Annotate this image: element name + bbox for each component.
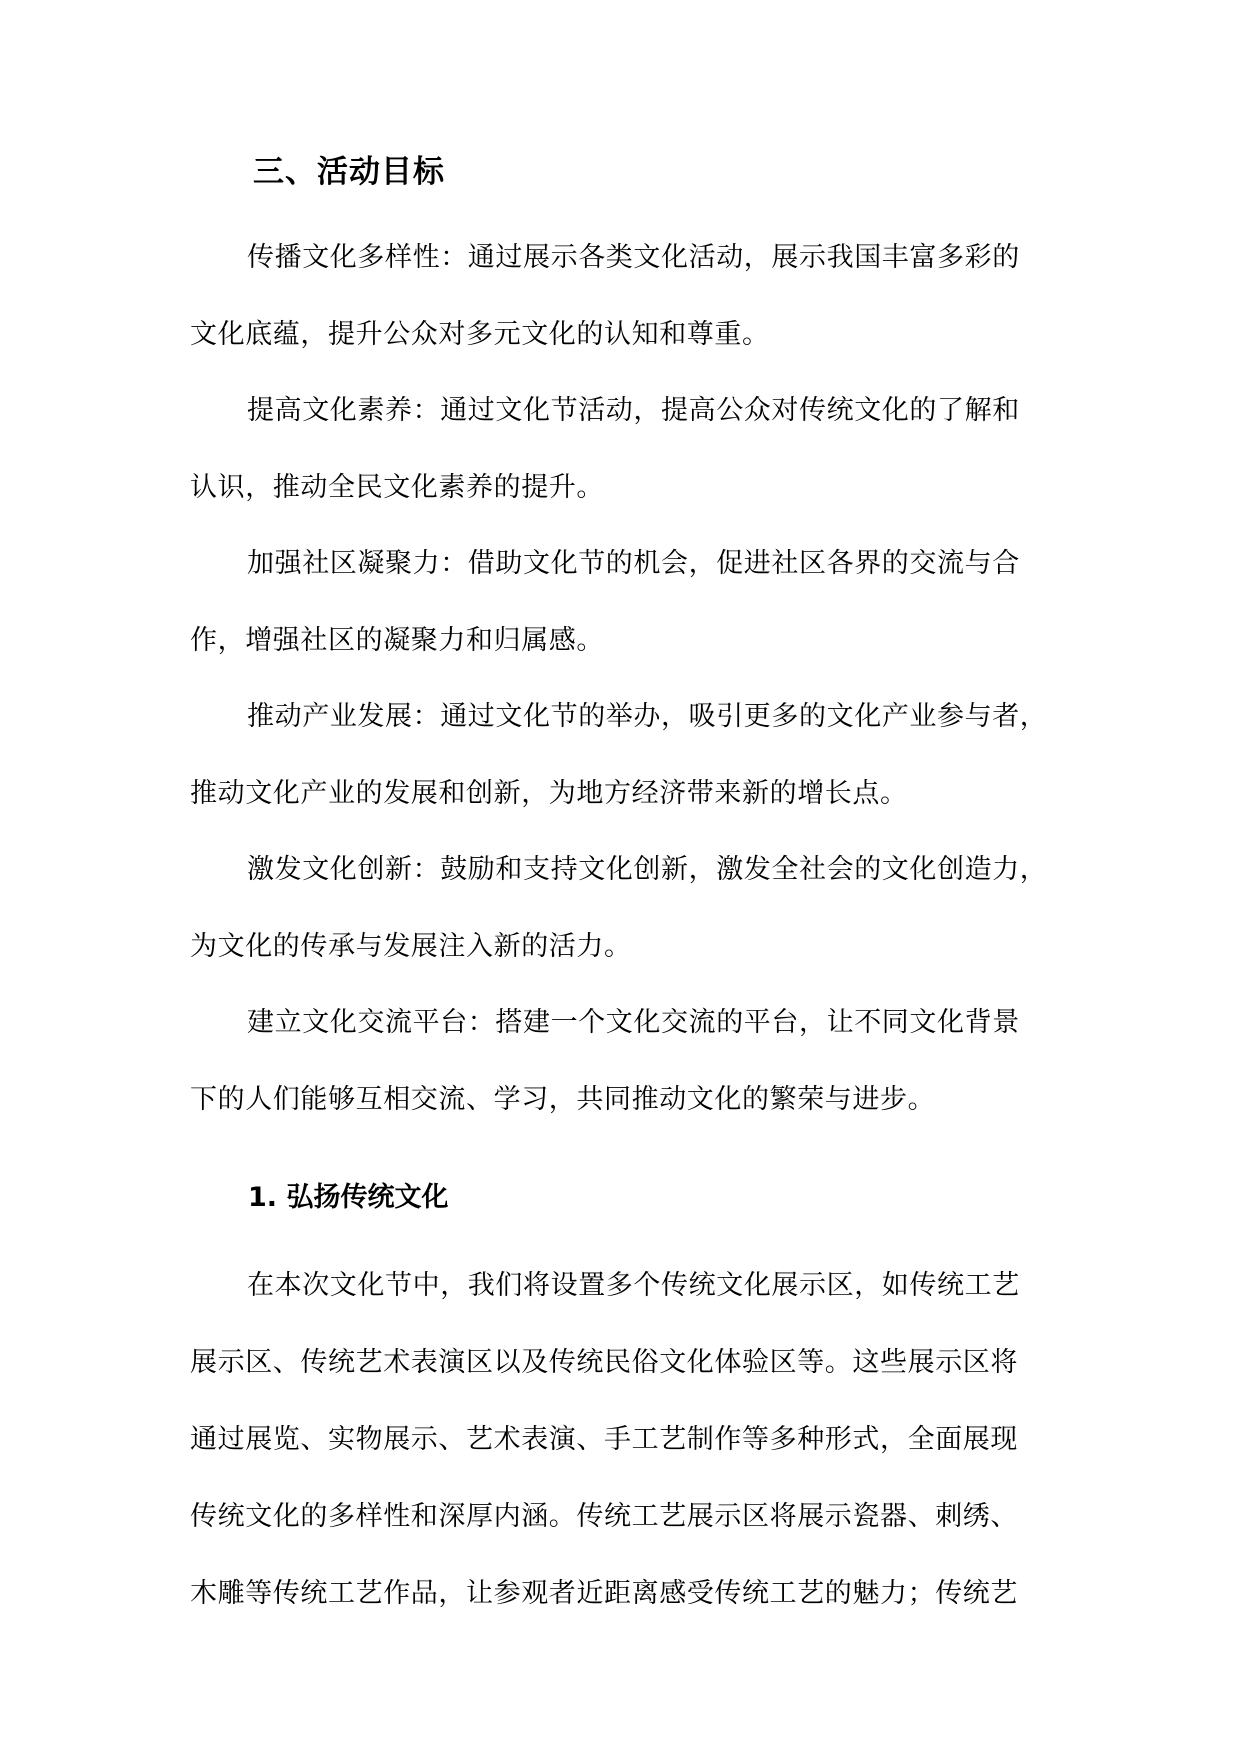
paragraph-line: 提高文化素养：通过文化节活动，提高公众对传统文化的了解和 <box>247 395 1020 426</box>
paragraph-line: 推动产业发展：通过文化节的举办，吸引更多的文化产业参与者， <box>247 701 1048 732</box>
paragraph-line: 在本次文化节中，我们将设置多个传统文化展示区，如传统工艺 <box>247 1270 1020 1301</box>
paragraph-line: 下的人们能够互相交流、学习，共同推动文化的繁荣与进步。 <box>190 1084 936 1115</box>
paragraph-line: 文化底蕴，提升公众对多元文化的认知和尊重。 <box>190 319 770 350</box>
paragraph-line: 推动文化产业的发展和创新，为地方经济带来新的增长点。 <box>190 778 908 809</box>
section-heading: 三、活动目标 <box>253 154 445 190</box>
paragraph-line: 为文化的传承与发展注入新的活力。 <box>190 931 632 962</box>
subsection-heading: 1. 弘扬传统文化 <box>248 1182 449 1213</box>
paragraph-line: 展示区、传统艺术表演区以及传统民俗文化体验区等。这些展示区将 <box>190 1347 1018 1378</box>
goal-paragraph-6 <box>190 984 1090 1138</box>
paragraph-line: 作，增强社区的凝聚力和归属感。 <box>190 625 604 656</box>
goal-paragraph-1 <box>190 219 1090 373</box>
paragraph-line: 加强社区凝聚力：借助文化节的机会，促进社区各界的交流与合 <box>247 548 1020 579</box>
paragraph-line: 传统文化的多样性和深厚内涵。传统工艺展示区将展示瓷器、刺绣、 <box>190 1501 1018 1532</box>
paragraph-line: 激发文化创新：鼓励和支持文化创新，激发全社会的文化创造力， <box>247 854 1048 885</box>
goal-paragraph-4 <box>190 678 1090 832</box>
paragraph-line: 认识，推动全民文化素养的提升。 <box>190 472 604 503</box>
goal-paragraph-3 <box>190 525 1090 679</box>
body-paragraph <box>190 1247 1090 1632</box>
paragraph-line: 木雕等传统工艺作品，让参观者近距离感受传统工艺的魅力；传统艺 <box>190 1578 1018 1609</box>
paragraph-line: 建立文化交流平台：搭建一个文化交流的平台，让不同文化背景 <box>247 1007 1020 1038</box>
paragraph-line: 传播文化多样性：通过展示各类文化活动，展示我国丰富多彩的 <box>247 242 1020 273</box>
goal-paragraph-5 <box>190 831 1090 985</box>
paragraph-line: 通过展览、实物展示、艺术表演、手工艺制作等多种形式，全面展现 <box>190 1424 1018 1455</box>
goal-paragraph-2 <box>190 372 1090 526</box>
